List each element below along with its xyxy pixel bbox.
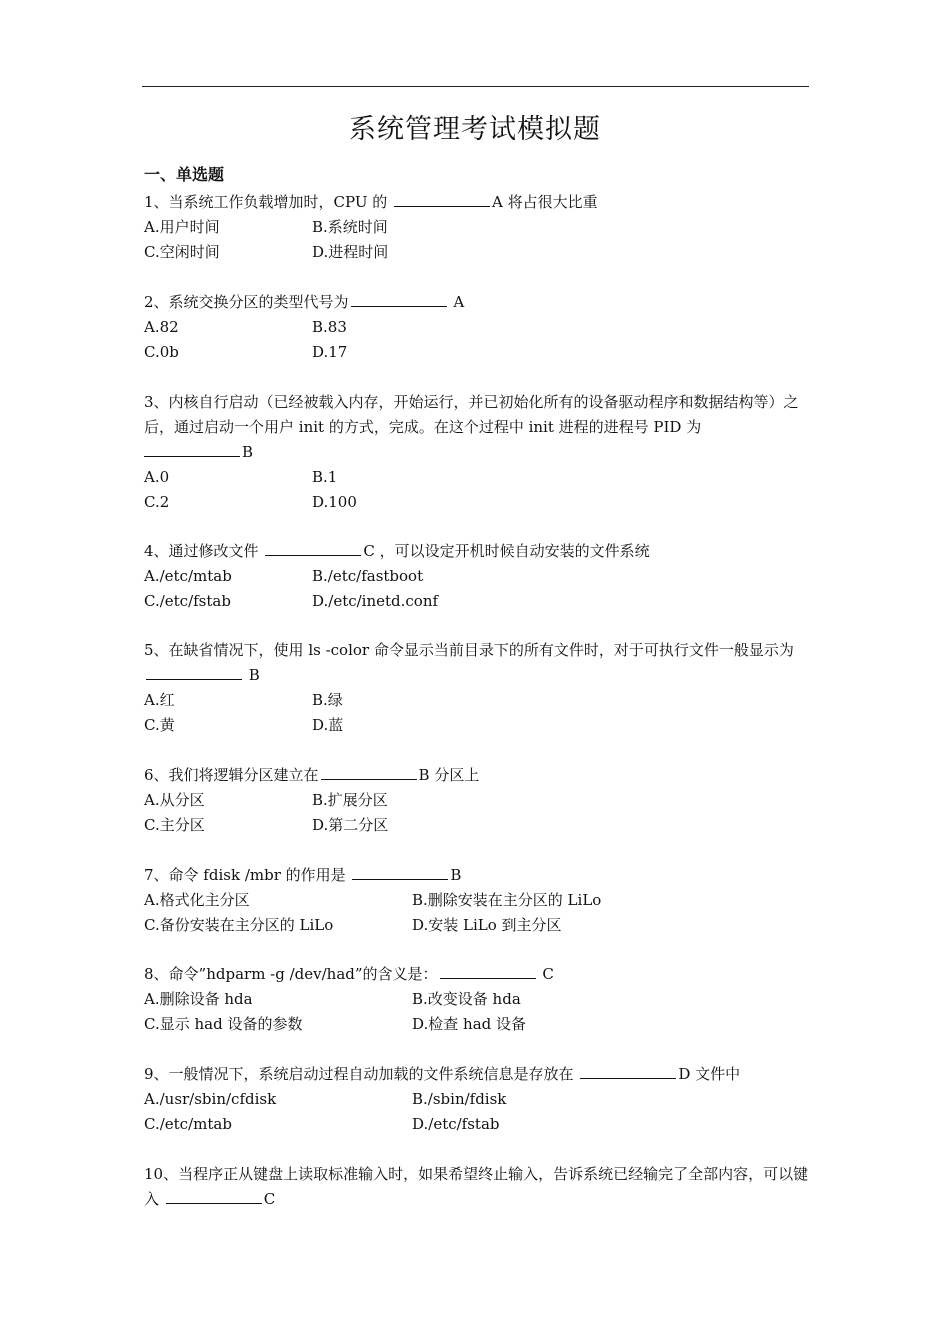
answer-letter: C bbox=[263, 1190, 276, 1208]
answer-letter: D bbox=[678, 1065, 691, 1083]
answer-letter: C bbox=[363, 542, 375, 560]
question-stem: 6、我们将逻辑分区建立在 B 分区上 bbox=[144, 766, 480, 784]
answer-letter: A bbox=[492, 193, 503, 211]
option-d: D.进程时间 bbox=[312, 243, 389, 261]
option-d: D.蓝 bbox=[312, 716, 344, 734]
answer-blank bbox=[351, 292, 447, 307]
option-d: D./etc/fstab bbox=[412, 1115, 500, 1133]
option-b: B.1 bbox=[312, 468, 338, 486]
question-5 bbox=[144, 638, 812, 738]
option-b: B.改变设备 hda bbox=[412, 990, 521, 1008]
option-c: C.备份安装在主分区的 LiLo bbox=[144, 916, 334, 934]
option-d: D.第二分区 bbox=[312, 816, 389, 834]
option-b: B.系统时间 bbox=[312, 218, 388, 236]
answer-letter: B bbox=[450, 866, 462, 884]
question-stem: 5、在缺省情况下，使用 ls -color 命令显示当前目录下的所有文件时，对于可执行文件一般显示为 B bbox=[144, 641, 794, 684]
option-d: D.检查 had 设备 bbox=[412, 1015, 527, 1033]
question-stem: 4、通过修改文件 C ，可以设定开机时候自动安装的文件系统 bbox=[144, 542, 650, 560]
answer-blank bbox=[265, 541, 361, 556]
question-4 bbox=[144, 539, 812, 614]
question-stem: 8、命令”hdparm -g /dev/had”的含义是： C bbox=[144, 965, 554, 983]
answer-letter: B bbox=[418, 766, 430, 784]
answer-blank bbox=[580, 1064, 676, 1079]
answer-letter: C bbox=[542, 965, 554, 983]
option-a: A.82 bbox=[144, 318, 179, 336]
option-d: D.安装 LiLo 到主分区 bbox=[412, 916, 562, 934]
answer-blank bbox=[394, 192, 490, 207]
question-stem: 1、当系统工作负载增加时，CPU 的 A 将占很大比重 bbox=[144, 193, 598, 211]
option-c: C./etc/mtab bbox=[144, 1115, 232, 1133]
answer-blank bbox=[146, 665, 242, 680]
option-b: B.删除安装在主分区的 LiLo bbox=[412, 891, 602, 909]
option-c: C.2 bbox=[144, 493, 170, 511]
question-8 bbox=[144, 962, 812, 1037]
option-d: D.17 bbox=[312, 343, 348, 361]
option-a: A.删除设备 hda bbox=[144, 990, 253, 1008]
option-a: A.从分区 bbox=[144, 791, 205, 809]
option-a: A./etc/mtab bbox=[144, 567, 232, 585]
question-9 bbox=[144, 1062, 812, 1137]
answer-letter: B bbox=[248, 666, 260, 684]
answer-blank bbox=[321, 765, 417, 780]
option-a: A.红 bbox=[144, 691, 175, 709]
page-title: 系统管理考试模拟题 bbox=[349, 114, 601, 145]
question-10 bbox=[144, 1162, 812, 1212]
answer-blank bbox=[440, 964, 536, 979]
option-b: B./sbin/fdisk bbox=[412, 1090, 507, 1108]
question-stem: 3、内核自行启动（已经被载入内存，开始运行，并已初始化所有的设备驱动程序和数据结构等）之后，通过启动一个用户 init 的方式，完成。在这个过程中 init 进程的进程号 PID 为 B bbox=[144, 393, 799, 461]
answer-blank bbox=[166, 1189, 262, 1204]
header-rule bbox=[142, 86, 809, 87]
option-c: C.主分区 bbox=[144, 816, 205, 834]
option-b: B.83 bbox=[312, 318, 347, 336]
option-d: D./etc/inetd.conf bbox=[312, 592, 439, 610]
question-6 bbox=[144, 763, 812, 838]
option-c: C./etc/fstab bbox=[144, 592, 231, 610]
question-7 bbox=[144, 863, 812, 938]
option-c: C.显示 had 设备的参数 bbox=[144, 1015, 303, 1033]
option-c: C.空闲时间 bbox=[144, 243, 220, 261]
section-heading: 一、单选题 bbox=[144, 165, 225, 184]
option-c: C.黄 bbox=[144, 716, 175, 734]
option-a: A.用户时间 bbox=[144, 218, 220, 236]
question-2 bbox=[144, 290, 812, 365]
question-1 bbox=[144, 190, 812, 265]
answer-blank bbox=[352, 865, 448, 880]
option-b: B.绿 bbox=[312, 691, 343, 709]
question-stem: 9、一般情况下，系统启动过程自动加载的文件系统信息是存放在 D 文件中 bbox=[144, 1065, 741, 1083]
question-stem: 10、当程序正从键盘上读取标准输入时，如果希望终止输入，告诉系统已经输完了全部内容，可以键入 C bbox=[144, 1165, 809, 1208]
question-stem: 2、系统交换分区的类型代号为 A bbox=[144, 293, 465, 311]
question-3 bbox=[144, 390, 812, 515]
option-a: A.0 bbox=[144, 468, 170, 486]
option-b: B.扩展分区 bbox=[312, 791, 388, 809]
option-b: B./etc/fastboot bbox=[312, 567, 424, 585]
option-d: D.100 bbox=[312, 493, 357, 511]
answer-letter: B bbox=[242, 443, 254, 461]
answer-blank bbox=[144, 442, 240, 457]
question-stem: 7、命令 fdisk /mbr 的作用是 B bbox=[144, 866, 462, 884]
answer-letter: A bbox=[453, 293, 465, 311]
option-a: A.格式化主分区 bbox=[144, 891, 250, 909]
option-a: A./usr/sbin/cfdisk bbox=[144, 1090, 277, 1108]
option-c: C.0b bbox=[144, 343, 179, 361]
